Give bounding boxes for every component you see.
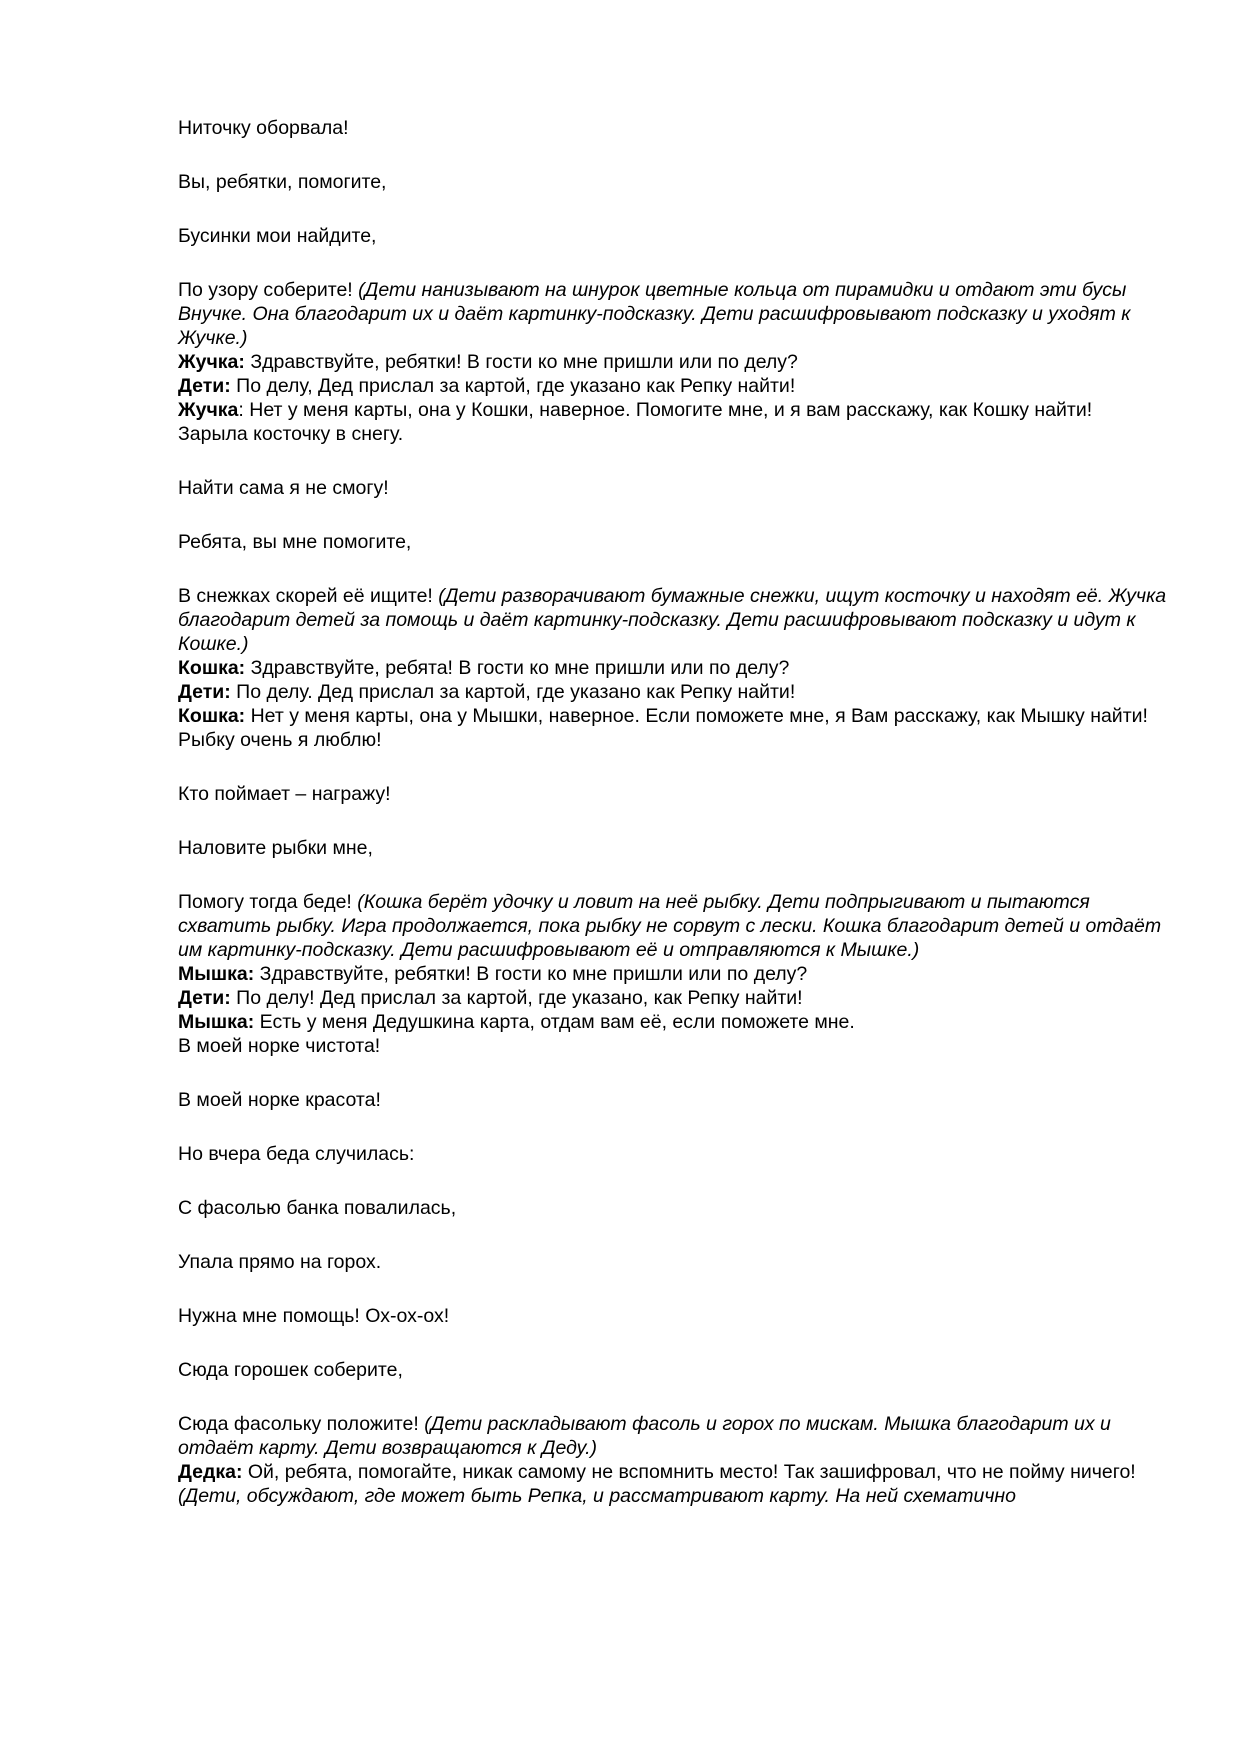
stage-direction: (Дети, обсуждают, где может быть Репка, и рассматривают карту. На ней схематично [178,1485,1016,1507]
verse-line: Рыбку очень я люблю! [178,729,382,751]
speaker-name: Кошка: [178,705,246,727]
speaker-name: Мышка: [178,963,255,985]
stage-direction: (Дети раскладывают фасоль и горох по мискам. Мышка благодарит их и отдаёт карту. Дети возвращаются к Деду.) [178,1413,1111,1459]
dialogue-line: Мышка: Есть у меня Дедушкина карта, отдам вам её, если поможете мне. [178,1011,855,1033]
speaker-name: Дедка: [178,1461,243,1483]
speaker-name: Дети: [178,987,231,1009]
document-page [178,116,1178,1508]
speaker-name: Жучка [178,399,239,421]
stage-direction: (Дети разворачивают бумажные снежки, ищут косточку и находят её. Жучка благодарит детей за помощь и даёт картинку-подсказку. Дети расшифровывают подсказку и идут к Кошке.) [178,585,1167,655]
dialogue-line: Мышка: Здравствуйте, ребятки! В гости ко мне пришли или по делу? [178,963,808,985]
dialogue-line: Кошка: Нет у меня карты, она у Мышки, наверное. Если поможете мне, я Вам расскажу, как Мышку найти! [178,705,1148,727]
verse-with-stage-direction: По узору соберите! (Дети нанизывают на шнурок цветные кольца от пирамидки и отдают эти бусы Внучке. Она благодарит их и даёт картинку-подсказку. Дети расшифровывают подсказку и уходят к Жучке.) [178,279,1131,349]
verse-line: Бусинки мои найдите, [178,225,377,247]
verse-line: Нужна мне помощь! Ох-ох-ох! [178,1305,450,1327]
verse-line: Упала прямо на горох. [178,1251,382,1273]
dialogue-line: Дети: По делу! Дед прислал за картой, где указано, как Репку найти! [178,987,803,1009]
verse-line: В моей норке красота! [178,1089,381,1111]
verse-line: С фасолью банка повалилась, [178,1197,457,1219]
speaker-name: Жучка: [178,351,245,373]
verse-line: Найти сама я не смогу! [178,477,389,499]
verse-with-stage-direction: Сюда фасольку положите! (Дети раскладывают фасоль и горох по мискам. Мышка благодарит их и отдаёт карту. Дети возвращаются к Деду.) [178,1413,1111,1459]
verse-line: Зарыла косточку в снегу. [178,423,404,445]
verse-line: Ребята, вы мне помогите, [178,531,412,553]
dialogue-line: Кошка: Здравствуйте, ребята! В гости ко мне пришли или по делу? [178,657,790,679]
stage-direction: (Дети нанизывают на шнурок цветные кольца от пирамидки и отдают эти бусы Внучке. Она благодарит их и даёт картинку-подсказку. Дети расшифровывают подсказку и уходят к Жучке.) [178,279,1131,349]
speaker-name: Дети: [178,375,231,397]
dialogue-line: Жучка: Нет у меня карты, она у Кошки, наверное. Помогите мне, и я вам расскажу, как Кошку найти! [178,399,1093,421]
speaker-name: Дети: [178,681,231,703]
verse-line: Наловите рыбки мне, [178,837,373,859]
verse-line: Кто поймает – награжу! [178,783,391,805]
dialogue-line: Дети: По делу, Дед прислал за картой, где указано как Репку найти! [178,375,796,397]
speaker-name: Кошка: [178,657,246,679]
verse-line: Но вчера беда случилась: [178,1143,415,1165]
verse-line: Ниточку оборвала! [178,117,349,139]
verse-with-stage-direction: Помогу тогда беде! (Кошка берёт удочку и ловит на неё рыбку. Дети подпрыгивают и пытаются схватить рыбку. Игра продолжается, пока рыбку не сорвут с лески. Кошка благодарит детей и отдаёт им картинку-подсказку. Дети расшифровывают её и отправляются к Мышке.) [178,891,1162,961]
stage-direction: (Кошка берёт удочку и ловит на неё рыбку. Дети подпрыгивают и пытаются схватить рыбку. Игра продолжается, пока рыбку не сорвут с лески. Кошка благодарит детей и отдаёт им картинку-подсказку. Дети расшифровывают её и отправляются к Мышке.) [178,891,1162,961]
dialogue-line: Жучка: Здравствуйте, ребятки! В гости ко мне пришли или по делу? [178,351,798,373]
speaker-name: Мышка: [178,1011,255,1033]
verse-with-stage-direction: В снежках скорей её ищите! (Дети разворачивают бумажные снежки, ищут косточку и находят её. Жучка благодарит детей за помощь и даёт картинку-подсказку. Дети расшифровывают подсказку и идут к Кошке.) [178,585,1167,655]
verse-line: Вы, ребятки, помогите, [178,171,387,193]
dialogue-line: Дедка: Ой, ребята, помогайте, никак самому не вспомнить место! Так зашифровал, что не пойму ничего!(Дети, обсуждают, где может быть Репка, и рассматривают карту. На ней схематично [178,1461,1136,1507]
verse-line: Сюда горошек соберите, [178,1359,403,1381]
dialogue-line: Дети: По делу. Дед прислал за картой, где указано как Репку найти! [178,681,796,703]
verse-line: В моей норке чистота! [178,1035,381,1057]
